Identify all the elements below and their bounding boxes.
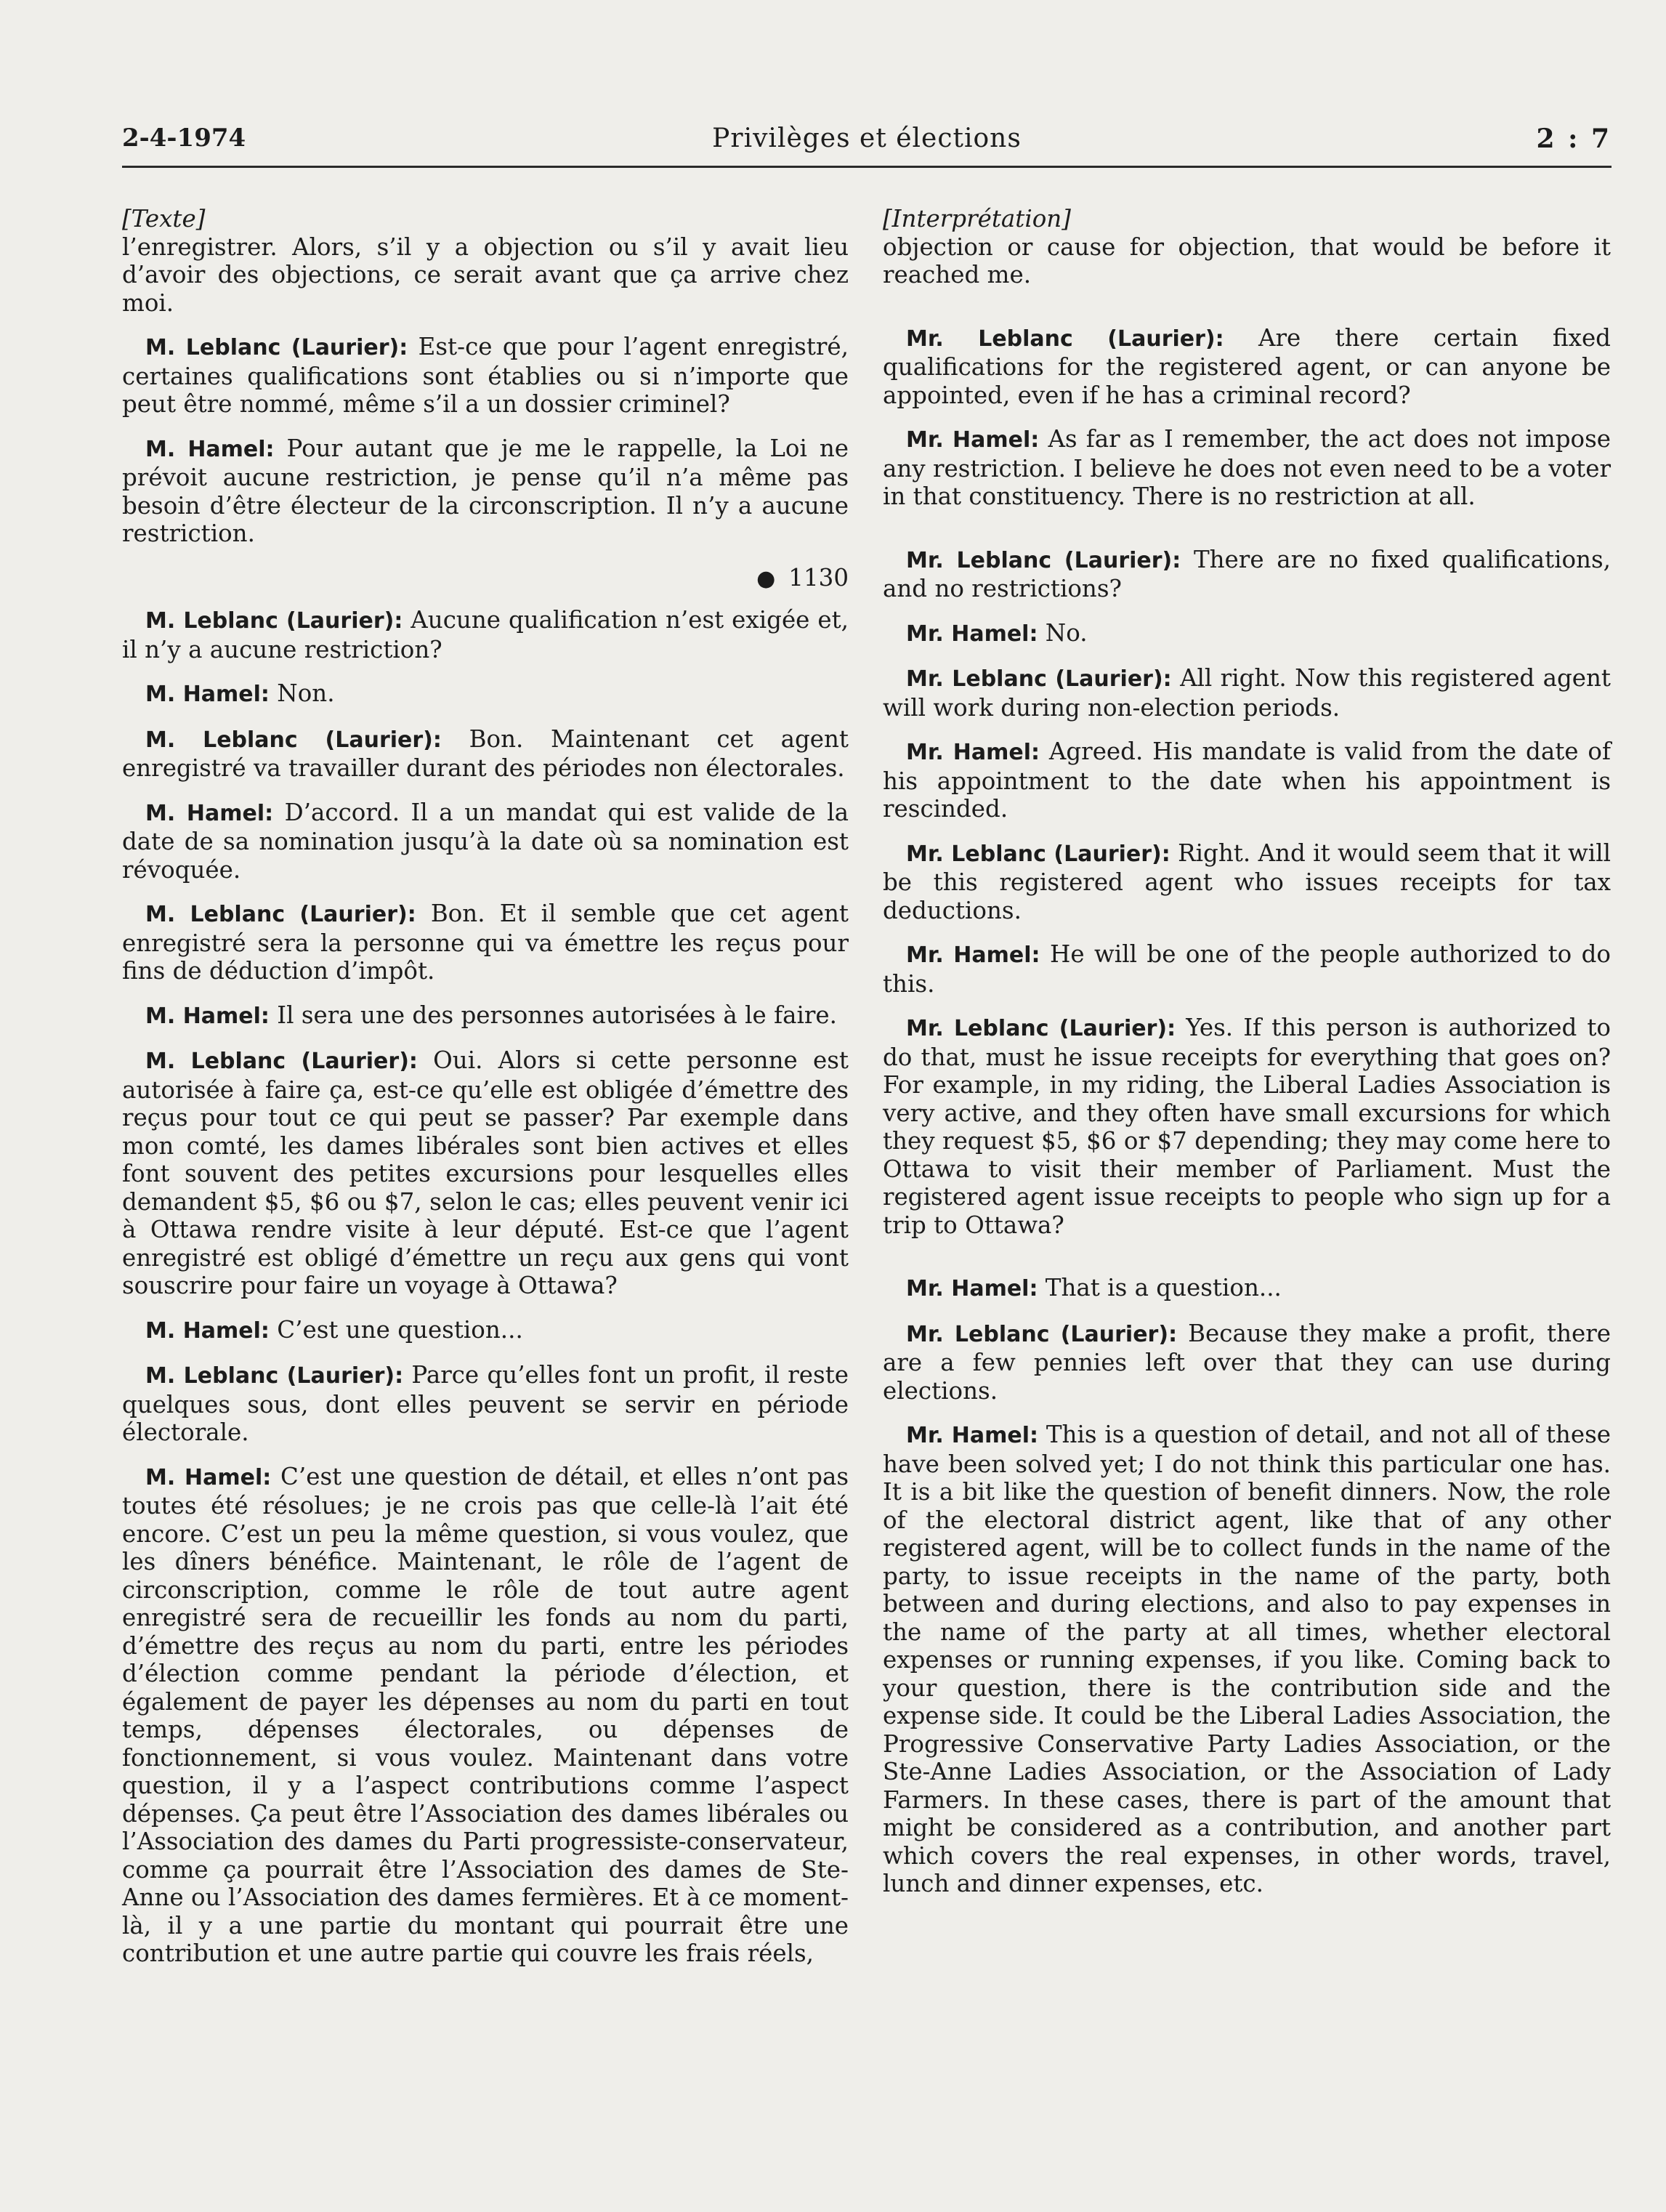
- exchange-paragraph: [122, 679, 849, 709]
- speaker-name: M. Hamel:: [145, 682, 270, 707]
- continuation-paragraph: objection or cause for objection, that would be before it reached me.: [883, 233, 1611, 288]
- speech-text: C’est une question de détail, et elles n’ont pas toutes été résolues; je ne crois pas que celle-là l’ait été encore. C’est un peu la même question, si vous voulez, que les dîners bénéfice. Maintenant, le rôle de l’agent de circonscription, comme le rôle de tout autre agent enregistré sera de recueillir les fonds au nom du parti, d’émettre des reçus au nom du parti, entre les périodes d’élection comme pendant la période d’élection, et également de payer les dépenses au nom du parti en tout temps, dépenses électorales, ou dépenses de fonctionnement, si vous voulez. Maintenant dans votre question, il y a l’aspect contributions comme l’aspect dépenses. Ça peut être l’Association des dames libérales ou l’Association des dames du Parti progressiste-conservateur, comme ça pourrait être l’Association des dames de Ste-Anne ou l’Association des dames fermières. Et à ce moment-là, il y a une partie du montant qui pourrait être une contribution et une autre partie qui couvre les frais réels,: [122, 1462, 849, 1967]
- speech-text: There are no fixed qualifications, and no restrictions?: [883, 545, 1611, 602]
- speech-text: Bon. Maintenant cet agent enregistré va travailler durant des périodes non électorales.: [122, 724, 849, 782]
- page-header: [122, 122, 1612, 168]
- time-marker-value: 1130: [788, 563, 849, 592]
- speech-text: As far as I remember, the act does not impose any restriction. I believe he does not even need to be a voter in that constituency. There is no restriction at all.: [883, 425, 1611, 510]
- header-title: Privilèges et élections: [712, 124, 1022, 153]
- bullet-icon: ●: [756, 565, 776, 592]
- exchange-paragraph: [883, 425, 1611, 511]
- speech-text: Because they make a profit, there are a few pennies left over that they can use during elections.: [883, 1319, 1611, 1405]
- speaker-name: Mr. Leblanc (Laurier):: [906, 547, 1181, 573]
- speech-text: D’accord. Il a un mandat qui est valide de la date de sa nomination jusqu’à la date où sa nomination est révoquée.: [122, 798, 849, 884]
- speaker-name: M. Leblanc (Laurier):: [145, 727, 442, 753]
- french-column: [122, 205, 849, 1984]
- exchange-paragraph: [122, 1361, 849, 1447]
- speaker-name: M. Leblanc (Laurier):: [145, 608, 403, 634]
- section-label-texte: [Texte]: [122, 205, 206, 233]
- exchange-paragraph: [122, 1316, 849, 1346]
- speech-text: Bon. Et il semble que cet agent enregistré sera la personne qui va émettre les reçus pour fins de déduction d’impôt.: [122, 900, 849, 985]
- speaker-name: Mr. Leblanc (Laurier):: [906, 841, 1170, 867]
- exchange-paragraph: [883, 738, 1611, 823]
- speaker-name: M. Hamel:: [145, 1464, 272, 1490]
- speech-text: That is a question...: [1045, 1274, 1282, 1301]
- speaker-name: Mr. Hamel:: [906, 1276, 1038, 1301]
- speaker-name: Mr. Leblanc (Laurier):: [906, 666, 1172, 692]
- exchange-paragraph: [122, 725, 849, 783]
- spacer: [883, 527, 1611, 546]
- speaker-name: M. Leblanc (Laurier):: [145, 1049, 418, 1074]
- header-date: 2-4-1974: [122, 124, 246, 153]
- speaker-name: M. Hamel:: [145, 800, 274, 826]
- section-label-interpretation: [Interprétation]: [883, 205, 1071, 233]
- exchange-paragraph: [122, 900, 849, 985]
- speech-text: He will be one of the people authorized to do this.: [883, 940, 1611, 998]
- speech-text: Agreed. His mandate is valid from the date of his appointment to the date when his appointment is rescinded.: [883, 738, 1611, 823]
- speaker-name: M. Leblanc (Laurier):: [145, 902, 416, 927]
- spacer: [883, 1255, 1611, 1274]
- speaker-name: Mr. Hamel:: [906, 621, 1038, 647]
- exchange-paragraph: [122, 1046, 849, 1300]
- exchange-paragraph: [883, 1320, 1611, 1405]
- exchange-paragraph: [883, 619, 1611, 649]
- speaker-name: Mr. Hamel:: [906, 942, 1040, 968]
- spacer: [883, 305, 1611, 324]
- exchange-paragraph: [883, 940, 1611, 998]
- speech-text: Are there certain fixed qualifications for the registered agent, or can anyone be appointed, even if he has a criminal record?: [883, 323, 1611, 409]
- speaker-name: Mr. Leblanc (Laurier):: [906, 326, 1224, 352]
- exchange-paragraph: [883, 546, 1611, 603]
- exchange-paragraph: [883, 324, 1611, 410]
- speech-text: Pour autant que je me le rappelle, la Loi ne prévoit aucune restriction, je pense qu’il n’a même pas besoin d’être électeur de la circonscription. Il n’y a aucune restriction.: [122, 434, 849, 547]
- exchange-paragraph: [883, 1014, 1611, 1239]
- speech-text: Yes. If this person is authorized to do that, must he issue receipts for everything that goes on? For example, in my riding, the Liberal Ladies Association is very active, and they often have small excursions for which they request $5, $6 or $7 depending; they may come here to Ottawa to visit their member of Parliament. Must the registered agent issue receipts to people who sign up for a trip to Ottawa?: [883, 1014, 1611, 1239]
- time-marker: [122, 564, 849, 594]
- speaker-name: M. Hamel:: [145, 1003, 270, 1029]
- exchange-paragraph: [122, 606, 849, 663]
- exchange-paragraph: [883, 1421, 1611, 1898]
- exchange-paragraph: [122, 799, 849, 884]
- continuation-paragraph: l’enregistrer. Alors, s’il y a objection ou s’il y avait lieu d’avoir des objections, ce serait avant que ça arrive chez moi.: [122, 233, 849, 317]
- speaker-name: Mr. Leblanc (Laurier):: [906, 1016, 1176, 1041]
- speech-text: C’est une question...: [277, 1315, 523, 1344]
- english-column: [883, 205, 1611, 1914]
- exchange-paragraph: [883, 664, 1611, 722]
- speaker-name: Mr. Leblanc (Laurier):: [906, 1321, 1178, 1347]
- exchange-paragraph: [122, 1001, 849, 1031]
- speech-text: No.: [1045, 618, 1088, 647]
- speaker-name: Mr. Hamel:: [906, 740, 1040, 765]
- speaker-name: M. Hamel:: [145, 1317, 270, 1344]
- speech-text: Oui. Alors si cette personne est autorisée à faire ça, est-ce qu’elle est obligée d’émettre des reçus pour tout ce qui peut se passer? Par exemple dans mon comté, les dames libérales sont bien actives et elles font souvent des petites excursions pour lesquelles elles demandent $5, $6 ou $7, selon le cas; elles peuvent venir ici à Ottawa rendre visite à leur député. Est-ce que l’agent enregistré est obligé d’émettre un reçu aux gens qui vont souscrire pour faire un voyage à Ottawa?: [122, 1046, 849, 1299]
- exchange-paragraph: [883, 1274, 1611, 1304]
- speaker-name: M. Hamel:: [145, 436, 275, 462]
- exchange-paragraph: [122, 1463, 849, 1968]
- header-page-number: 2 : 7: [1536, 124, 1612, 154]
- exchange-paragraph: [122, 333, 849, 419]
- exchange-paragraph: [883, 839, 1611, 925]
- speech-text: Right. And it would seem that it will be this registered agent who issues receipts for tax deductions.: [883, 839, 1611, 924]
- exchange-paragraph: [122, 435, 849, 548]
- speech-text: This is a question of detail, and not all of these have been solved yet; I do not think this particular one has. It is a bit like the question of benefit dinners. Now, the role of the electoral district agent, like that of any other registered agent, will be to collect funds in the name of the party, to issue receipts in the name of the party, both between and during elections, and also to pay expenses in the name of the party at all times, whether electoral expenses or running expenses, if you like. Coming back to your question, there is the contribution side and the expense side. It could be the Liberal Ladies Association, the Progressive Conservative Party Ladies Association, or the Ste-Anne Ladies Association, or the Association of Lady Farmers. In these cases, there is part of the amount that might be considered as a contribution, and another part which covers the real expenses, in other words, travel, lunch and dinner expenses, etc.: [883, 1421, 1611, 1897]
- speech-text: Parce qu’elles font un profit, il reste quelques sous, dont elles peuvent se servir en période électorale.: [122, 1361, 849, 1446]
- speaker-name: M. Leblanc (Laurier):: [145, 335, 408, 360]
- speech-text: Aucune qualification n’est exigée et, il n’y a aucune restriction?: [122, 606, 849, 663]
- speech-text: Il sera une des personnes autorisées à le faire.: [277, 1001, 837, 1029]
- speech-text: All right. Now this registered agent will work during non-election periods.: [883, 664, 1611, 722]
- speaker-name: Mr. Hamel:: [906, 1423, 1038, 1448]
- speech-text: Est-ce que pour l’agent enregistré, certaines qualifications sont établies ou si n’importe que peut être nommé, même s’il a un dossier criminel?: [122, 333, 849, 418]
- speaker-name: M. Leblanc (Laurier):: [145, 1363, 404, 1389]
- speech-text: Non.: [277, 679, 335, 707]
- speaker-name: Mr. Hamel:: [906, 427, 1040, 453]
